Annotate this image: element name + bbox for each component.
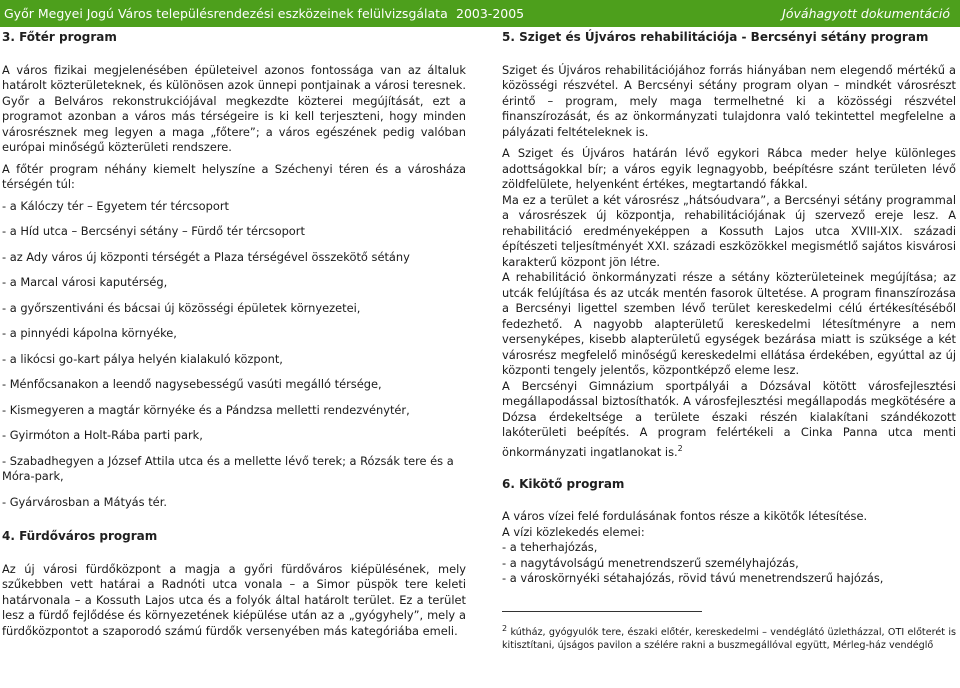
footnote-mark: 2: [502, 623, 508, 633]
list-item: - a győrszentiváni és bácsai új közösségi épületek környezetei,: [2, 300, 361, 315]
section-3-paragraph-1: A város fizikai megjelenésében épületeivel azonos fontossága van az általuk határolt közterületeknek, és különösen azok ünnepi pontjainak a városi teresnek. Győr a Belváros rekonstrukciójával megkezdte közterei megújítását, ezt a programot azonban a város más térségeire is ki kell terjeszteni, hogy minden városrésznek meg legyen a maga „főtere”; a város egészének pedig valóban európai minőségű közterületi rendszere.: [2, 62, 466, 154]
section-5-paragraph-5: [502, 379, 956, 460]
list-item: - Gyárvárosban a Mátyás tér.: [2, 494, 167, 509]
section-3-title: 3. Főtér program: [2, 30, 117, 44]
footnote-reference: 2: [677, 443, 683, 453]
section-6-title: 6. Kikötő program: [502, 476, 625, 491]
list-item: - az Ady város új központi térségét a Plaza térségével összekötő sétány: [2, 249, 410, 264]
section-5-paragraph-2: A Sziget és Újváros határán lévő egykori Rábca meder helye különleges adottságokkal bír; a város egyik legnagyobb, beépítésre szánt területen lévő zöldfelülete, helyenként értékes, megtartandó fákkal.: [502, 146, 956, 191]
list-item: - a pinnyédi kápolna környéke,: [2, 326, 177, 340]
list-item: - Kismegyeren a magtár környéke és a Pándzsa melletti rendezvénytér,: [2, 402, 410, 417]
header-years: 2003-2005: [456, 6, 525, 21]
section-4-title: 4. Fürdőváros program: [2, 529, 158, 543]
list-item: - Szabadhegyen a József Attila utca és a mellette lévő terek; a Rózsák tere és a Móra-park,: [2, 453, 454, 483]
list-item: - a likócsi go-kart pálya helyén kialakuló központ,: [2, 351, 283, 366]
list-item: - a nagytávolságú menetrendszerű személyhajózás,: [502, 555, 799, 570]
section-3-paragraph-2: A főtér program néhány kiemelt helyszíne a Széchenyi téren és a városháza térségén túl:: [2, 161, 466, 191]
section-5-title: 5. Sziget és Újváros rehabilitációja - Bercsényi sétány program: [502, 30, 929, 44]
section-4-paragraph-1: Az új városi fürdőközpont a magja a győri fürdőváros kiépülésének, mely szűkebben vett határai a Radnóti utca vonala – a Simor püspök tere keleti határvonala – a Kossuth Lajos utca és a folyók által határolt terület. Ez a terület lesz a fürdő fejlődése és környezetének kiépülése után az a „gyógyhely”, mely a fürdőközpontot a szaporodó számú fürdők versenyében más kategóriába emeli.: [2, 561, 466, 638]
list-item: - Ménfőcsanakon a leendő nagysebességű vasúti megálló térsége,: [2, 377, 382, 391]
main-square-list: [2, 199, 466, 511]
section-5-paragraph-4: A rehabilitáció önkormányzati része a sétány közterületeinek megújítása; az utcák felújítása és az utcák mentén fasorok ültetése. A program finanszírozása a Bercsényi ligettel szemben lévő terület kereskedelmi célú értékesítéséből fedezhető. A nagyobb alapterületű kereskedelmi létesítményre a nem versenyképes, kisebb alapterületű egységek bezárása miatt is szüksége a két városrész megfelelő minőségű kereskedelmi ellátása érdekében, egyúttal az új központi tengely jelentős, központképző eleme lesz.: [502, 270, 956, 377]
footnote: [502, 622, 956, 652]
section-5-paragraph-3: Ma ez a terület a két városrész „hátsóudvara”, a Bercsényi sétány programmal a városrészek új központja, rehabilitációjának új szervező ereje lesz. A rehabilitáció eredményeképpen a Kossuth Lajos utca XVIII-XIX. századi építészeti teljesítményét XXI. századi eszközökkel megismétlő sajátos kisvárosi karakterű központ jön létre.: [502, 192, 956, 269]
list-item: - a Kálóczy tér – Egyetem tér tércsoport: [2, 198, 229, 213]
header-title: Győr Megyei Jogú Város településrendezési eszközeinek felülvizsgálata: [4, 6, 448, 21]
list-item: - a Marcal városi kaputérség,: [2, 275, 168, 289]
list-item: - a teherhajózás,: [502, 540, 598, 555]
list-item: - Gyirmóton a Holt-Rába parti park,: [2, 428, 203, 442]
section-6-paragraph-2: A vízi közlekedés elemei:: [502, 524, 645, 539]
list-item: - a Híd utca – Bercsényi sétány – Fürdő tér tércsoport: [2, 224, 305, 238]
section-5-paragraph-5-text: A Bercsényi Gimnázium sportpályái a Dózsával kötött városfejlesztési megállapodással biztosíthatók. A városfejlesztési megállapodás megkötésére a Dózsa érdekeltsége a területe északi részén kialakítani szándékozott lakóterületi beépítés. A program felértékeli a Cinka Panna utca menti önkormányzati ingatlanokat is.: [502, 378, 956, 459]
list-item: - a városkörnyéki sétahajózás, rövid távú menetrendszerű hajózás,: [502, 571, 884, 586]
right-column: [502, 30, 956, 652]
footnote-text: kútház, gyógyulók tere, északi előtér, kereskedelmi – vendéglátó üzletházzal, OTI előterét is kitisztítani, újságos pavilon a szélére rakni a buszmegállóval együtt, Mérleg-ház vendéglő: [502, 626, 956, 651]
section-5-paragraph-1: Sziget és Újváros rehabilitációjához forrás hiányában nem elegendő mértékű a közösségi részvétel. A Bercsényi sétány program olyan – mindkét városrészt érintő – program, mely maga termelhetné ki a közösségi részvétel finanszírozását, és az önkormányzati tulajdonra való tekintettel megfelelne a pályázati feltételeknek is.: [502, 62, 956, 139]
left-column: [2, 30, 466, 639]
water-transport-list: [502, 540, 956, 587]
header-status: Jóváhagyott dokumentáció: [782, 6, 950, 21]
document-header: [0, 0, 960, 27]
section-6-paragraph-1: A város vízei felé fordulásának fontos része a kikötők létesítése.: [502, 509, 868, 524]
